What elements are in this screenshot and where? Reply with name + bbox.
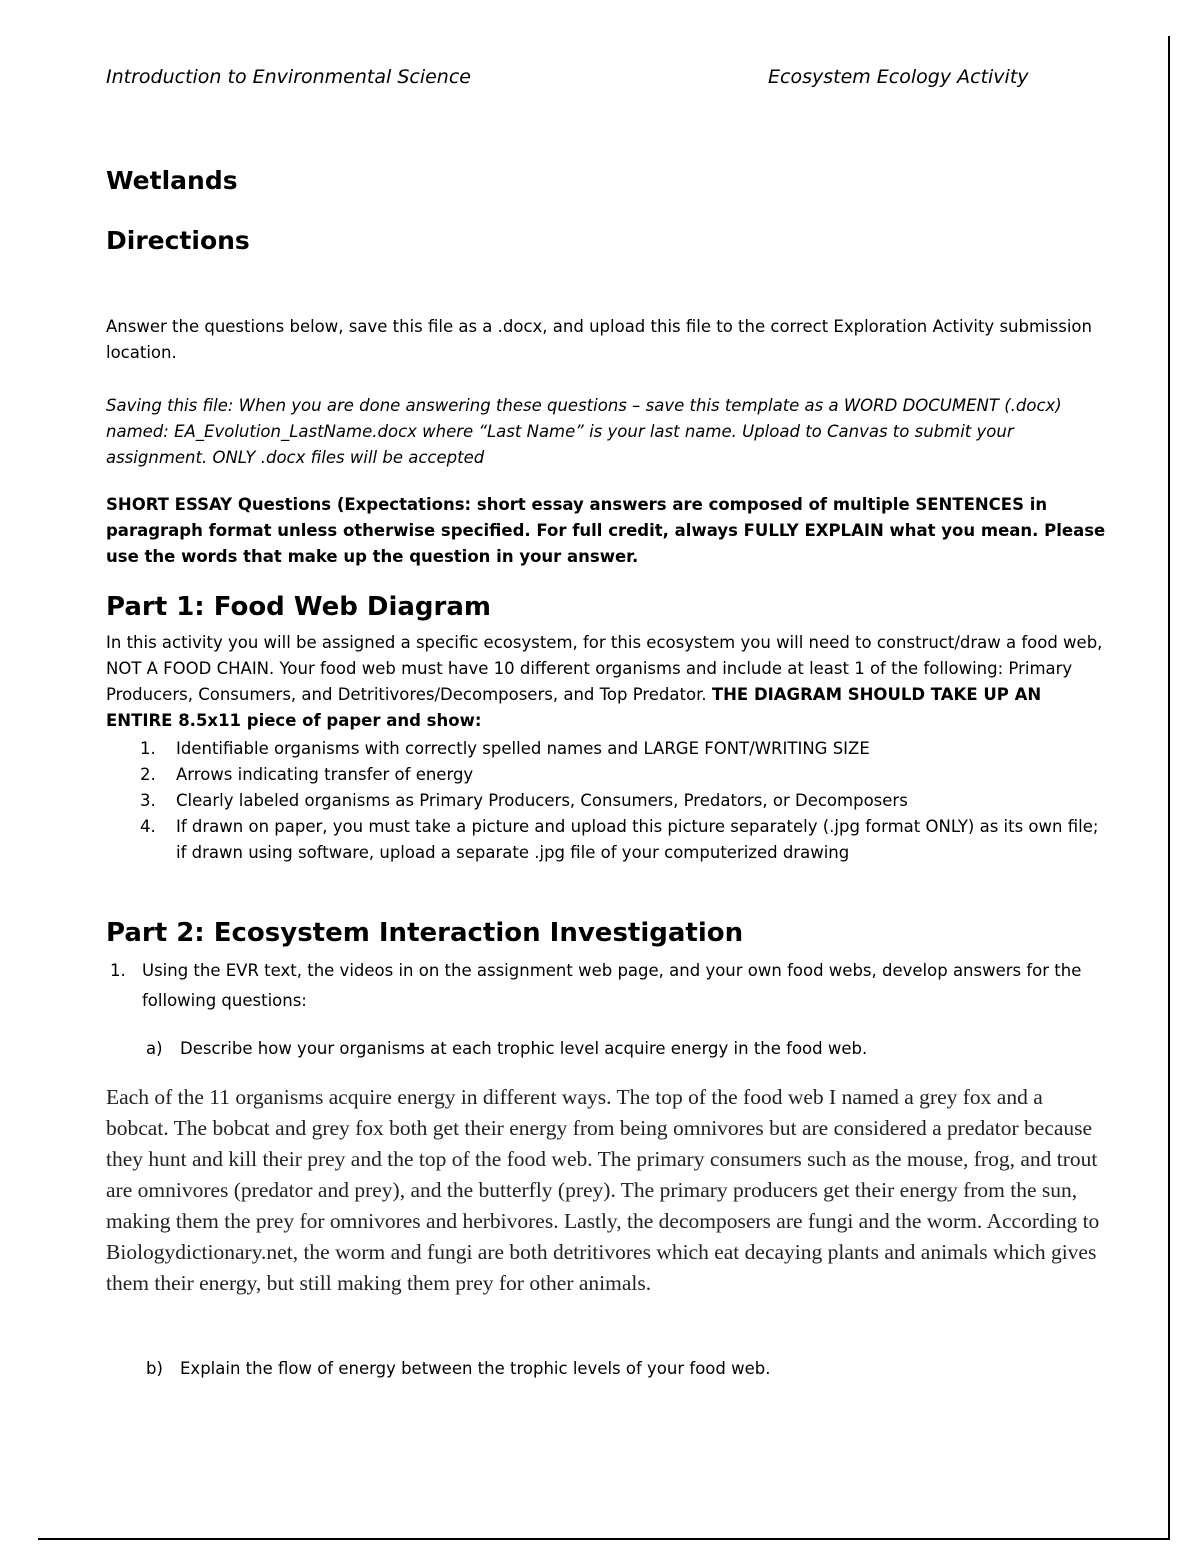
list-number: 2. (140, 765, 156, 784)
short-essay-note: SHORT ESSAY Questions (Expectations: short essay answers are composed of multiple SENTENCES in paragraph format unless otherwise specified. For full credit, always FULLY EXPLAIN what you mean. Please use the words that make up the question in your answer. (106, 495, 1106, 566)
list-text: Identifiable organisms with correctly spelled names and LARGE FONT/WRITING SIZE (176, 739, 870, 758)
question-1 (106, 956, 1106, 1016)
page-header (106, 66, 1106, 92)
question-b (146, 1356, 770, 1382)
page-title: Wetlands (106, 166, 238, 195)
list-text: Arrows indicating transfer of energy (176, 765, 474, 784)
list-item (106, 814, 1106, 866)
list-item (106, 788, 1106, 814)
question-b-label: b) (146, 1359, 163, 1378)
part1-heading: Part 1: Food Web Diagram (106, 592, 491, 622)
part1-requirements-list (106, 736, 1106, 866)
saving-note: Saving this file: When you are done answering these questions – save this template as a WORD DOCUMENT (.docx) named: EA_Evolution_LastName.docx where “Last Name” is your last name. Upload to Canvas to submit your assignment. ONLY .docx files will be accepted (106, 396, 1062, 467)
directions-text: Answer the questions below, save this file as a .docx, and upload this file to the correct Exploration Activity submission location. (106, 317, 1092, 362)
page-border-bottom (38, 1538, 1170, 1540)
page-border-right (1168, 36, 1170, 1540)
part1-intro (106, 630, 1106, 734)
answer-a[interactable]: Each of the 11 organisms acquire energy in different ways. The top of the food web I named a grey fox and a bobcat. The bobcat and grey fox both get their energy from being omnivores but are considered a predator because they hunt and kill their prey and the top of the food web. The primary consumers such as the mouse, frog, and trout are omnivores (predator and prey), and the butterfly (prey). The primary producers get their energy from the sun, making them the prey for omnivores and herbivores. Lastly, the decomposers are fungi and the worm. According to Biologydictionary.net, the worm and fungi are both detritivores which eat decaying plants and animals which gives them their energy, but still making them prey for other animals. (106, 1085, 1100, 1295)
question-a (146, 1036, 867, 1062)
header-course: Introduction to Environmental Science (106, 66, 471, 88)
question-text: Using the EVR text, the videos in on the assignment web page, and your own food webs, develop answers for the following questions: (142, 961, 1082, 1010)
list-number: 3. (140, 791, 156, 810)
list-number: 4. (140, 817, 156, 836)
question-number: 1. (110, 961, 126, 980)
question-a-text: Describe how your organisms at each trophic level acquire energy in the food web. (180, 1039, 868, 1058)
question-b-text: Explain the flow of energy between the trophic levels of your food web. (180, 1359, 771, 1378)
list-item (106, 762, 1106, 788)
list-text: Clearly labeled organisms as Primary Producers, Consumers, Predators, or Decomposers (176, 791, 908, 810)
list-number: 1. (140, 739, 156, 758)
directions-heading: Directions (106, 226, 250, 255)
list-text: If drawn on paper, you must take a picture and upload this picture separately (.jpg format ONLY) as its own file; if drawn using software, upload a separate .jpg file of your computerized drawing (176, 817, 1099, 862)
part2-heading: Part 2: Ecosystem Interaction Investigation (106, 918, 744, 948)
header-activity: Ecosystem Ecology Activity (768, 66, 1029, 88)
list-item (106, 736, 1106, 762)
question-a-label: a) (146, 1039, 163, 1058)
part1-intro-text: In this activity you will be assigned a specific ecosystem, for this ecosystem you will need to construct/draw a food web, NOT A FOOD CHAIN. Your food web must have 10 different organisms and include at least 1 of the following: Primary Producers, Consumers, and Detritivores/Decomposers, and Top Predator. (106, 633, 1103, 704)
part1-intro-bold: THE DIAGRAM SHOULD TAKE UP AN ENTIRE 8.5x11 piece of paper and show: (106, 685, 1042, 730)
